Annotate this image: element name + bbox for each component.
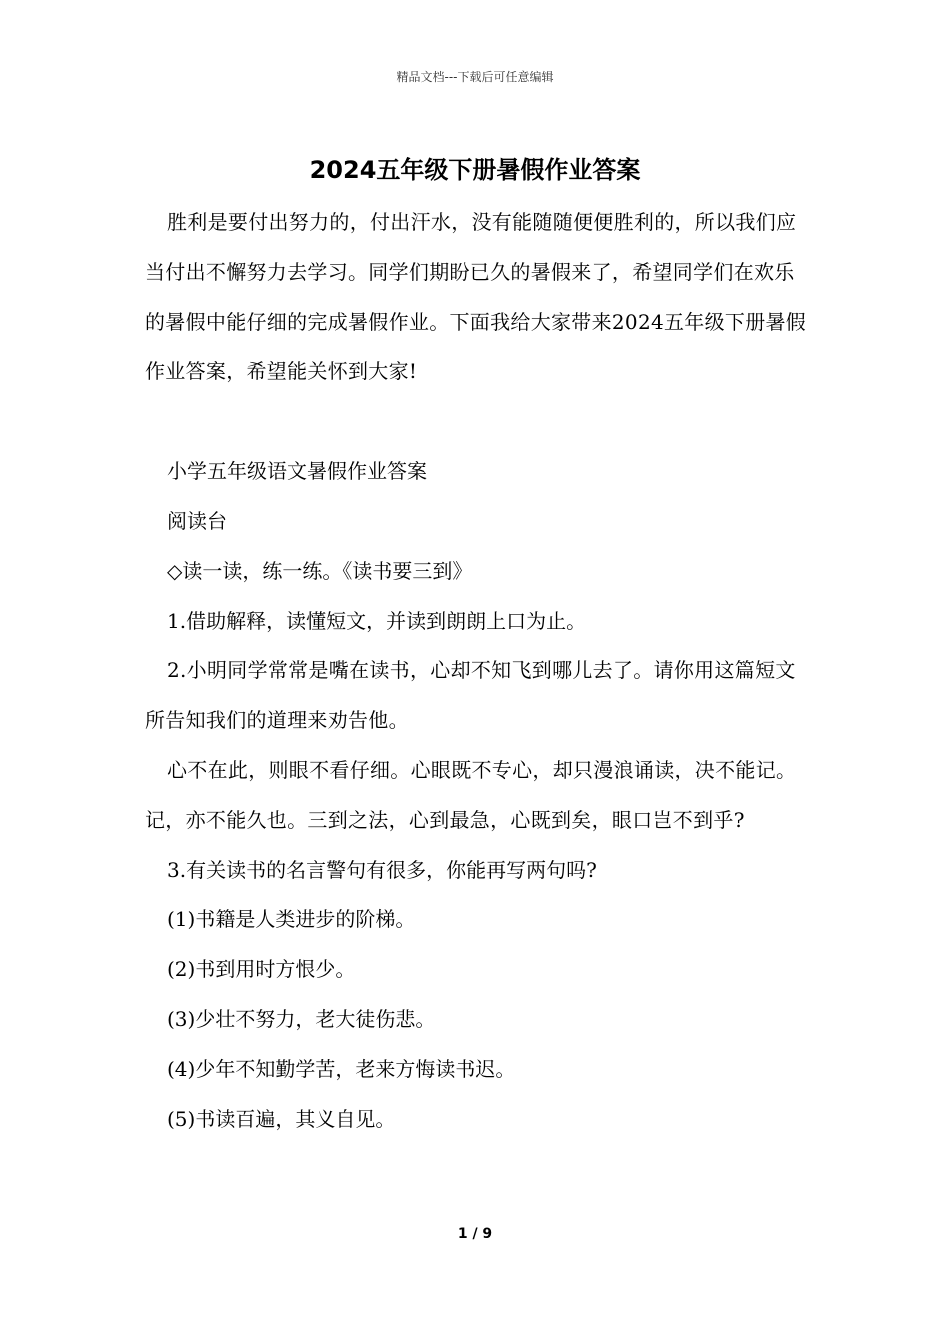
document-title: 2024五年级下册暑假作业答案	[309, 156, 641, 184]
section-title: 小学五年级语文暑假作业答案	[167, 459, 427, 484]
question-1: 1.借助解释，读懂短文，并读到朗朗上口为止。	[167, 608, 587, 633]
paragraph-gap	[145, 397, 807, 447]
question-2-answer: 心不在此，则眼不看仔细。心眼既不专心，却只漫浪诵读，决不能记。记，亦不能久也。三到之法，心到最急，心既到矣，眼口岂不到乎?	[145, 757, 797, 832]
page-number: 1 / 9	[457, 1226, 493, 1242]
exercise-heading: ◇读一读，练一练。《读书要三到》	[167, 558, 473, 583]
page-header: 精品文档---下载后可任意编辑	[396, 70, 554, 84]
subsection-title: 阅读台	[167, 508, 227, 533]
quote-item: (3)少壮不努力，老大徒伤悲。	[167, 1006, 436, 1031]
quote-item: (4)少年不知勤学苦，老来方悔读书迟。	[167, 1056, 516, 1081]
document-body	[145, 198, 807, 1144]
quote-item: (5)书读百遍，其义自见。	[167, 1106, 396, 1131]
question-3: 3.有关读书的名言警句有很多，你能再写两句吗?	[167, 857, 597, 882]
question-2: 2.小明同学常常是嘴在读书，心却不知飞到哪儿去了。请你用这篇短文所告知我们的道理来劝告他。	[145, 658, 796, 733]
quote-item: (2)书到用时方恨少。	[167, 957, 356, 982]
intro-paragraph: 胜利是要付出努力的，付出汗水，没有能随随便便胜利的，所以我们应当付出不懈努力去学习。同学们期盼已久的暑假来了，希望同学们在欢乐的暑假中能仔细的完成暑假作业。下面我给大家带来2024五年级下册暑假作业答案，希望能关怀到大家!	[145, 210, 807, 384]
quote-item: (1)书籍是人类进步的阶梯。	[167, 907, 416, 932]
